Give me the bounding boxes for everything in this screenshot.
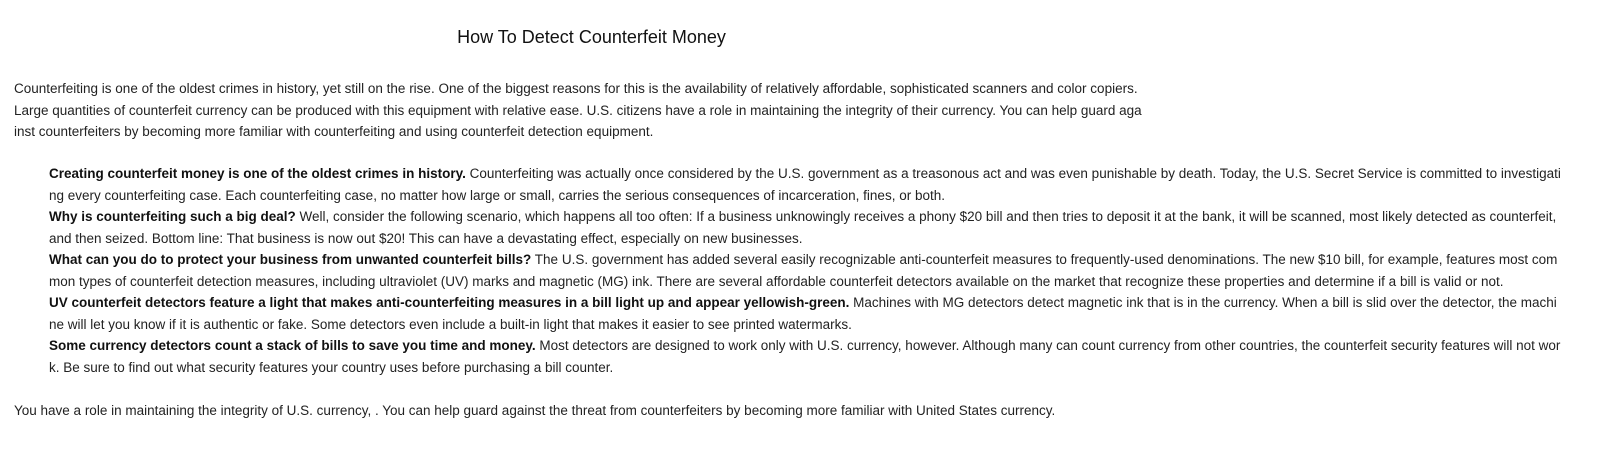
key-point-text: Well, consider the following scenario, which happens all too often: If a business unknowingly receives a phony $20 bill and then tries to deposit it at the bank, it will be scanned, most likely detected as counterfeit, and then seized. Bottom line: That business is now out $20! This can have a devastating effect, especially on new businesses. bbox=[49, 209, 1557, 246]
key-point-big-deal bbox=[49, 206, 1564, 249]
key-point-text: Most detectors are designed to work only with U.S. currency, however. Although many can count currency from other countries, the counterfeit security features will not work. Be sure to find out what security features your country uses before purchasing a bill counter. bbox=[49, 338, 1561, 375]
key-point-heading: Some currency detectors count a stack of bills to save you time and money. bbox=[49, 338, 536, 353]
key-point-protect-business bbox=[49, 249, 1564, 292]
key-point-heading: Creating counterfeit money is one of the oldest crimes in history. bbox=[49, 166, 466, 181]
page-title: How To Detect Counterfeit Money bbox=[457, 27, 726, 47]
key-point-text: Machines with MG detectors detect magnetic ink that is in the currency. When a bill is slid over the detector, the machine will let you know if it is authentic or fake. Some detectors even include a built-in light that makes it easier to see printed watermarks. bbox=[49, 295, 1557, 332]
key-points-list bbox=[49, 163, 1564, 378]
key-point-currency-counters bbox=[49, 335, 1564, 378]
key-point-text: Counterfeiting was actually once considered by the U.S. government as a treasonous act and was even punishable by death. Today, the U.S. Secret Service is committed to investigating every counterfeiting case. Each counterfeiting case, no matter how large or small, carries the serious consequences of incarceration, fines, or both. bbox=[49, 166, 1561, 203]
key-point-oldest-crime bbox=[49, 163, 1564, 206]
closing-paragraph: You have a role in maintaining the integrity of U.S. currency, . You can help guard against the threat from counterfeiters by becoming more familiar with United States currency. bbox=[14, 403, 1056, 418]
key-point-heading: What can you do to protect your business from unwanted counterfeit bills? bbox=[49, 252, 532, 267]
intro-paragraph: Counterfeiting is one of the oldest crimes in history, yet still on the rise. One of the biggest reasons for this is the availability of relatively affordable, sophisticated scanners and color copiers. Large quantities of counterfeit currency can be produced with this equipment with relative ease. U.S. citizens have a role in maintaining the integrity of their currency. You can help guard against counterfeiters by becoming more familiar with counterfeiting and using counterfeit detection equipment. bbox=[14, 81, 1142, 139]
key-point-uv-detectors bbox=[49, 292, 1564, 335]
key-point-text: The U.S. government has added several easily recognizable anti-counterfeit measures to frequently-used denominations. The new $10 bill, for example, features most common types of counterfeit detection measures, including ultraviolet (UV) marks and magnetic (MG) ink. There are several affordable counterfeit detectors available on the market that recognize these properties and determine if a bill is valid or not. bbox=[49, 252, 1558, 289]
key-point-heading: UV counterfeit detectors feature a light that makes anti-counterfeiting measures in a bill light up and appear yellowish-green. bbox=[49, 295, 850, 310]
key-point-heading: Why is counterfeiting such a big deal? bbox=[49, 209, 296, 224]
